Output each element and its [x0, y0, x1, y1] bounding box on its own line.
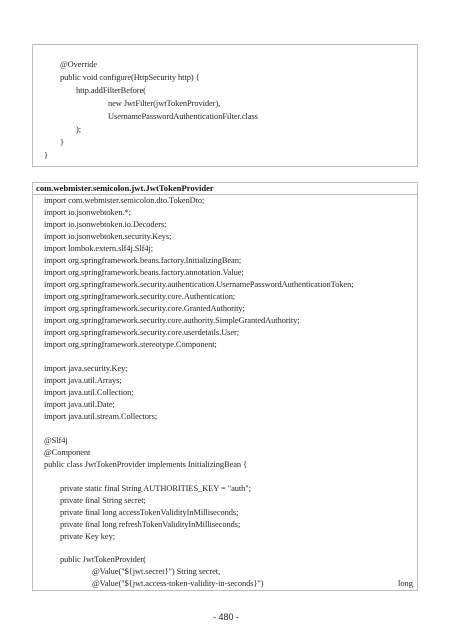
import-line: import org.springframework.security.core.Authentication; [44, 292, 236, 301]
code-line: } [60, 138, 64, 147]
code-block-configure [32, 44, 418, 167]
import-line: import org.springframework.beans.factory.annotation.Value; [44, 268, 244, 277]
annotation-line: @Slf4j [44, 436, 68, 445]
import-line: import java.util.Collection; [44, 388, 134, 397]
constructor-param-type: long [398, 579, 413, 588]
code-line: } [44, 151, 48, 160]
code-line: public void configure(HttpSecurity http) { [60, 73, 200, 82]
page-number: - 480 - [212, 612, 239, 622]
import-line: import lombok.extern.slf4j.Slf4j; [44, 244, 154, 253]
import-line: import org.springframework.security.core.GrantedAuthority; [44, 304, 245, 313]
code-line: new JwtFilter(jwtTokenProvider), [108, 99, 221, 108]
import-line: import java.security.Key; [44, 364, 128, 373]
constructor-param-line: @Value("${jwt.access-token-validity-in-seconds}") [92, 579, 264, 588]
import-line: import java.util.Date; [44, 400, 115, 409]
import-line: import org.springframework.beans.factory.InitializingBean; [44, 256, 242, 265]
field-line: private Key key; [60, 532, 116, 541]
import-line: import com.webmister.semicolon.dto.TokenDto; [44, 196, 205, 205]
import-line: import org.springframework.security.core.authority.SimpleGrantedAuthority; [44, 316, 300, 325]
code-line: @Override [60, 60, 98, 69]
constructor-param-line: @Value("${jwt.secret}") String secret, [92, 567, 221, 576]
import-line: import org.springframework.stereotype.Component; [44, 340, 217, 349]
import-line: import io.jsonwebtoken.io.Decoders; [44, 220, 167, 229]
import-line: import org.springframework.security.authentication.UsernamePasswordAuthenticationToken; [44, 280, 354, 289]
code-line: ); [76, 125, 82, 134]
field-line: private static final String AUTHORITIES_KEY = "auth"; [60, 484, 251, 493]
import-line: import java.util.Arrays; [44, 376, 122, 385]
field-line: private final String secret; [60, 496, 146, 505]
import-line: import java.util.stream.Collectors; [44, 412, 158, 421]
annotation-line: @Component [44, 448, 91, 457]
class-declaration-line: public class JwtTokenProvider implements InitializingBean { [44, 460, 248, 469]
code-block-jwt-token-provider [32, 182, 418, 591]
import-line: import io.jsonwebtoken.*; [44, 208, 131, 217]
import-line: import org.springframework.security.core.userdetails.User; [44, 328, 240, 337]
field-line: private final long refreshTokenValidityInMilliseconds; [60, 520, 241, 529]
constructor-line: public JwtTokenProvider( [60, 555, 146, 564]
import-line: import io.jsonwebtoken.security.Keys; [44, 232, 172, 241]
code-block-title: com.webmister.semicolon.jwt.JwtTokenProvider [33, 183, 417, 195]
code-line: http.addFilterBefore( [76, 86, 146, 95]
code-line: UsernamePasswordAuthenticationFilter.class [108, 112, 258, 121]
field-line: private final long accessTokenValidityInMilliseconds; [60, 508, 239, 517]
